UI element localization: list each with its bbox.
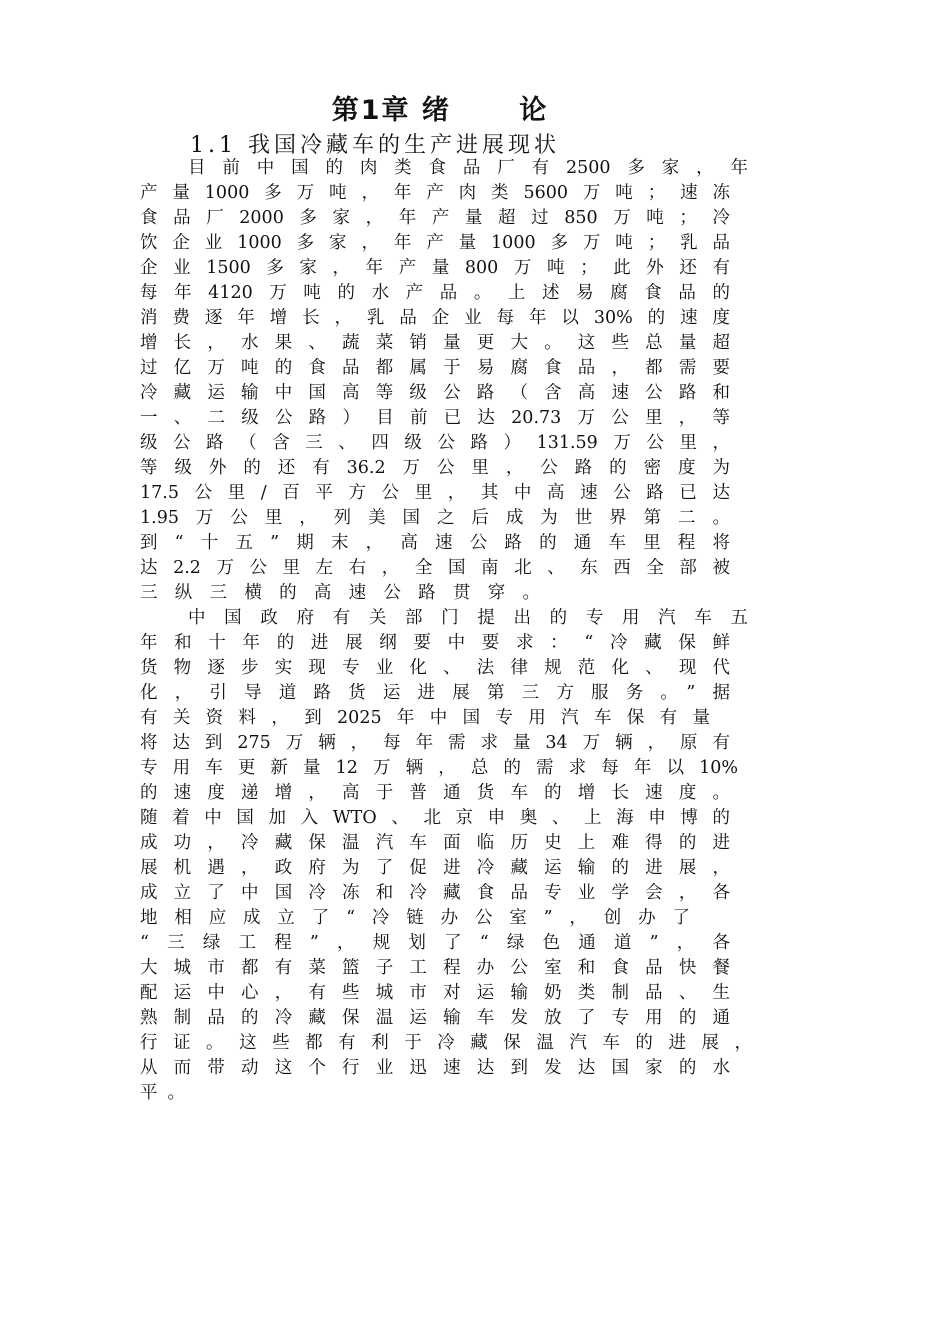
paragraph-2-line-15: 大城市都有菜篮子工程办公室和食品快餐 [140, 958, 730, 978]
paragraph-1-line-18: 三纵三横的高速公路贯穿。 [140, 583, 540, 603]
paragraph-1-line-16: 到“十五”期末，高速公路的通车里程将 [140, 533, 730, 553]
paragraph-1-line-4: 饮企业1000多家，年产量1000多万吨；乳品 [140, 233, 730, 253]
paragraph-1-line-15: 1.95万公里，列美国之后成为世界第二。 [140, 508, 730, 528]
paragraph-2-line-7: 专用车更新量12万辆，总的需求每年以10% [140, 758, 738, 778]
paragraph-2-line-10: 成功，冷藏保温汽车面临历史上难得的进 [140, 833, 730, 853]
paragraph-1-line-1: 目前中国的肉类食品厂有2500多家，年 [188, 158, 748, 178]
paragraph-2-line-11: 展机遇，政府为了促进冷藏运输的进展， [140, 858, 730, 878]
paragraph-1-line-9: 过亿万吨的食品都属于易腐食品，都需要 [140, 358, 730, 378]
paragraph-1-line-13: 等级外的还有36.2万公里，公路的密度为 [140, 458, 730, 478]
body-text [140, 156, 752, 1106]
paragraph-1-line-6: 每年4120万吨的水产品。上述易腐食品的 [140, 283, 730, 303]
paragraph-1-line-5: 企业1500多家，年产量800万吨；此外还有 [140, 258, 730, 278]
paragraph-2-line-16: 配运中心，有些城市对运输奶类制品、生 [140, 983, 730, 1003]
paragraph-1-line-17: 达2.2万公里左右，全国南北、东西全部被 [140, 558, 730, 578]
paragraph-2-line-12: 成立了中国冷冻和冷藏食品专业学会，各 [140, 883, 730, 903]
paragraph-2-line-5: 有关资料，到2025年中国专用汽车保有量 [140, 708, 710, 728]
paragraph-2-line-19: 从而带动这个行业迅速达到发达国家的水 [140, 1058, 730, 1078]
paragraph-1-line-14: 17.5公里/百平方公里，其中高速公路已达 [140, 483, 730, 503]
paragraph-2-line-4: 化，引导道路货运进展第三方服务。”据 [140, 683, 730, 703]
section-title: 1.1 我国冷藏车的生产进展现状 [190, 133, 560, 158]
paragraph-2-line-1: 中国政府有关部门提出的专用汽车五 [188, 608, 748, 628]
paragraph-2-line-13: 地相应成立了“冷链办公室”，创办了 [140, 908, 690, 928]
chapter-title: 第1章 绪 论 [331, 95, 549, 126]
paragraph-1-line-12: 级公路（含三、四级公路）131.59万公里， [140, 433, 730, 453]
paragraph-2-line-2: 年和十年的进展纲要中要求：“冷藏保鲜 [140, 633, 730, 653]
paragraph-1-line-8: 增长，水果、蔬菜销量更大。这些总量超 [140, 333, 730, 353]
paragraph-2-line-14: “三绿工程”，规划了“绿色通道”，各 [140, 933, 730, 953]
paragraph-1-line-10: 冷藏运输中国高等级公路（含高速公路和 [140, 383, 730, 403]
paragraph-2-line-3: 货物逐步实现专业化、法律规范化、现代 [140, 658, 730, 678]
paragraph-1-line-2: 产量1000多万吨，年产肉类5600万吨；速冻 [140, 183, 730, 203]
paragraph-2-line-8: 的速度递增，高于普通货车的增长速度。 [140, 783, 730, 803]
paragraph-1-line-11: 一、二级公路）目前已达20.73万公里，等 [140, 408, 730, 428]
paragraph-2-line-18: 行证。这些都有利于冷藏保温汽车的进展， [140, 1033, 752, 1053]
paragraph-1-line-3: 食品厂2000多家，年产量超过850万吨；冷 [140, 208, 730, 228]
paragraph-2-line-6: 将达到275万辆，每年需求量34万辆，原有 [140, 733, 730, 753]
paragraph-2-line-20: 平。 [140, 1083, 195, 1103]
paragraph-2-line-9: 随着中国加入WTO、北京申奥、上海申博的 [140, 808, 730, 828]
paragraph-2-line-17: 熟制品的冷藏保温运输车发放了专用的通 [140, 1008, 730, 1028]
paragraph-1-line-7: 消费逐年增长，乳品企业每年以30%的速度 [140, 308, 730, 328]
